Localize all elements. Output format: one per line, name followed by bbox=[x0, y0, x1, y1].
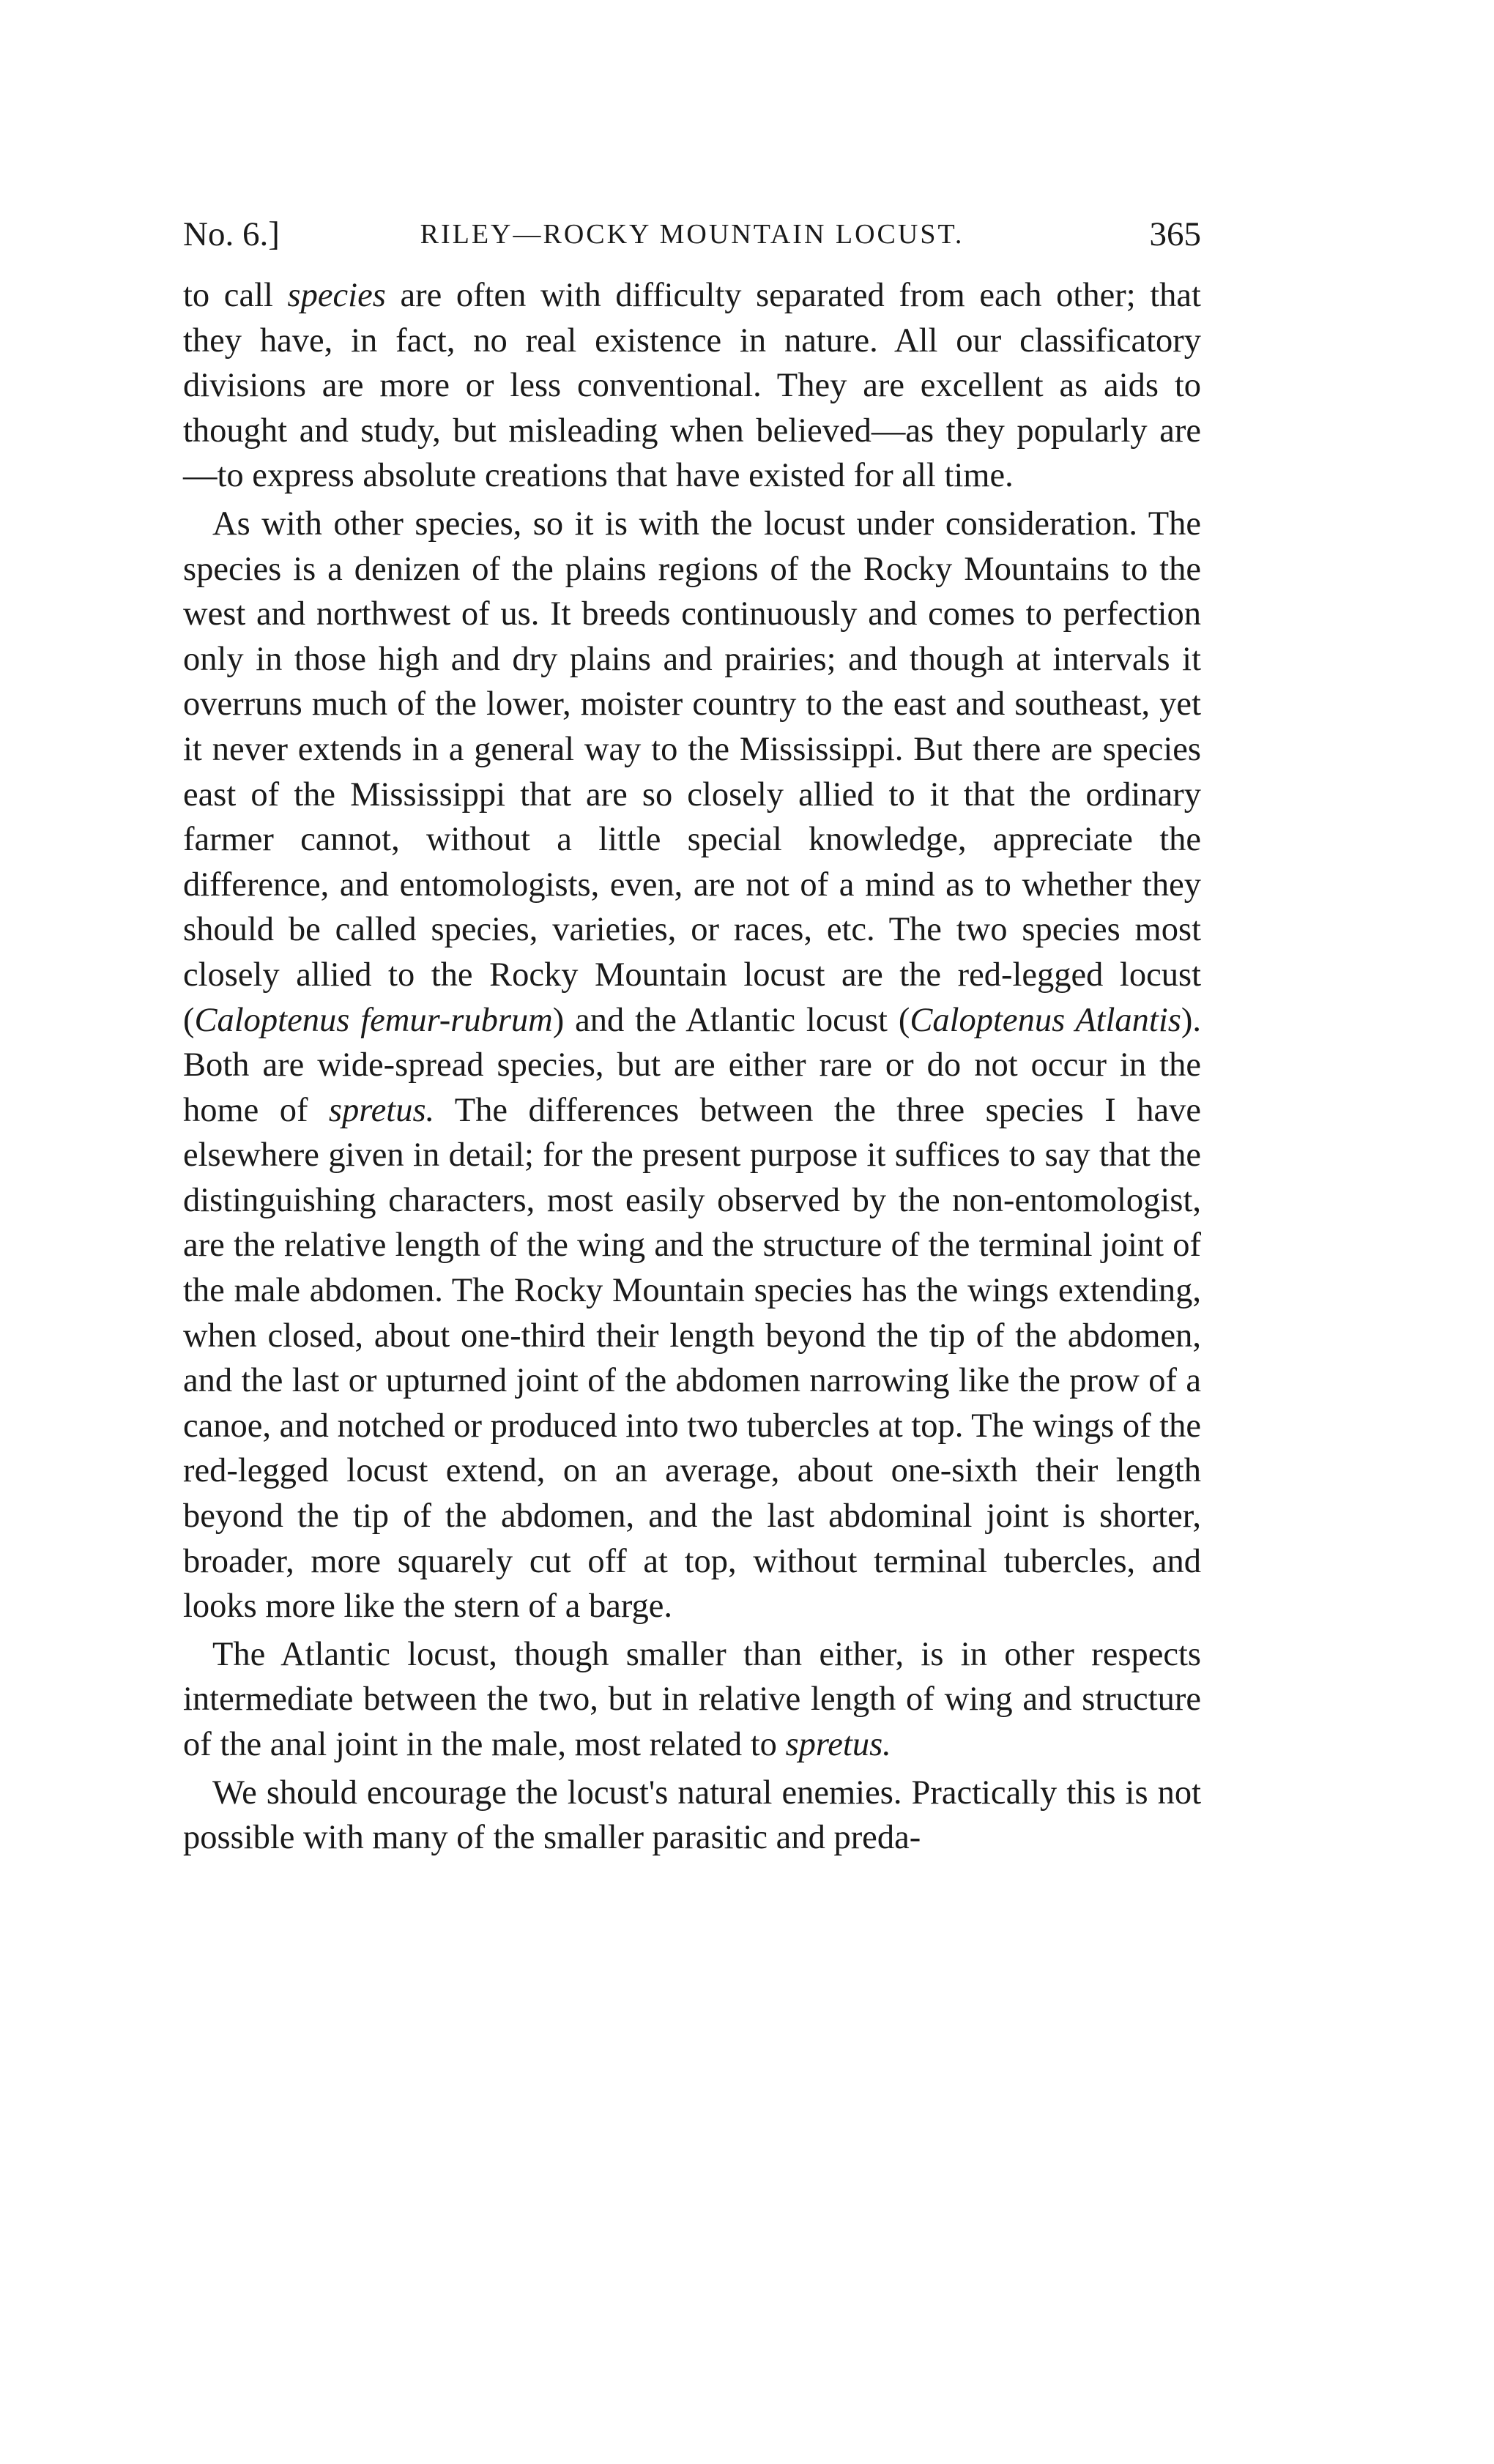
book-page bbox=[183, 209, 1201, 1861]
text-run: We should encourage the locust's natural enemies. Practically this is not possible with many of the smaller parasitic and preda- bbox=[183, 1773, 1201, 1857]
text-run: The differences between the three species I have elsewhere given in detail; for the present purpose it suffices to say that the distinguishing characters, most easily observed by the non-entomologist, are the relative length of the wing and the structure of the terminal joint of the male abdomen. The Rocky Mountain species has the wings extending, when closed, about one-third their length beyond the tip of the abdomen, and the last or upturned joint of the abdomen narrowing like the prow of a canoe, and notched or produced into two tubercles at top. The wings of the red-legged locust extend, on an average, about one-sixth their length beyond the tip of the abdomen, and the last abdominal joint is shorter, broader, more squarely cut off at top, without terminal tubercles, and looks more like the stern of a barge. bbox=[183, 1091, 1201, 1626]
paragraph-2 bbox=[183, 502, 1201, 1629]
italic-run: Caloptenus femur-rubrum bbox=[194, 1001, 553, 1039]
text-run: The Atlantic locust, though smaller than either, is in other respects intermediate between the two, but in relative length of wing and structure of the anal joint in the male, most related to bbox=[183, 1635, 1201, 1763]
italic-run: spretus. bbox=[328, 1091, 435, 1129]
running-title: RILEY—ROCKY MOUNTAIN LOCUST. bbox=[420, 219, 965, 250]
italic-run: spretus. bbox=[785, 1726, 891, 1763]
text-run: ) and the Atlantic locust ( bbox=[552, 1001, 910, 1039]
issue-number: No. 6.] bbox=[183, 215, 280, 253]
paragraph-1 bbox=[183, 273, 1201, 499]
text-run: ). Both are wide-spread species, but are either rare or do not occur in the home of bbox=[183, 1001, 1201, 1129]
text-run: to call bbox=[183, 277, 288, 314]
text-run: are often with difficulty separated from each other; that they have, in fact, no real existence in nature. All our classificatory divisions are more or less conventional. They are excellent as aids to thought and study, but misleading when believed—as they popularly are—to express absolute creations that have existed for all time. bbox=[183, 277, 1201, 495]
running-head bbox=[183, 209, 1201, 260]
italic-run: species bbox=[287, 277, 386, 314]
italic-run: Caloptenus Atlantis bbox=[910, 1001, 1181, 1039]
text-run: As with other species, so it is with the locust under consideration. The species is a denizen of the plains regions of the Rocky Mountains to the west and northwest of us. It breeds continuously and comes to perfection only in those high and dry plains and prairies; and though at intervals it overruns much of the lower, moister country to the east and southeast, yet it never extends in a general way to the Mississippi. But there are species east of the Mississippi that are so closely allied to it that the ordinary farmer cannot, without a little special knowledge, appreciate the difference, and entomologists, even, are not of a mind as to whether they should be called species, varieties, or races, etc. The two species most closely allied to the Rocky Mountain locust are the red-legged locust ( bbox=[183, 505, 1201, 1039]
page-number: 365 bbox=[1149, 215, 1201, 253]
paragraph-4 bbox=[183, 1771, 1201, 1861]
body-text bbox=[183, 273, 1201, 1861]
paragraph-3 bbox=[183, 1632, 1201, 1768]
